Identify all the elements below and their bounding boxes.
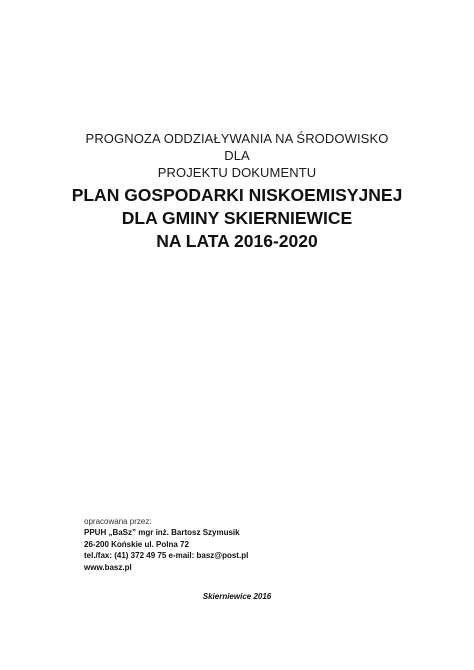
header-line-2: DLA [224,148,250,163]
company-name: PPUH „BaSz” mgr inż. Bartosz Szymusik [84,528,240,537]
place-and-year: Skierniewice 2016 [202,592,272,601]
header-line-1: PROGNOZA ODDZIAŁYWANIA NA ŚRODOWISKO [85,131,389,146]
title-line-3: NA LATA 2016-2020 [156,231,318,251]
company-website: www.basz.pl [84,562,132,572]
company-contact: tel./fax: (41) 372 49 75 e-mail: basz@post.pl [84,551,249,560]
title-line-1: PLAN GOSPODARKI NISKOEMISYJNEJ [71,185,403,205]
document-header [0,130,474,253]
prepared-by-label: opracowana przez: [84,517,152,526]
prepared-by-block [84,516,414,573]
title-line-2: DLA GMINY SKIERNIEWICE [121,208,353,228]
header-line-3: PROJEKTU DOKUMENTU [157,165,317,180]
company-address: 26-200 Końskie ul. Polna 72 [84,539,189,549]
document-title [0,184,474,253]
